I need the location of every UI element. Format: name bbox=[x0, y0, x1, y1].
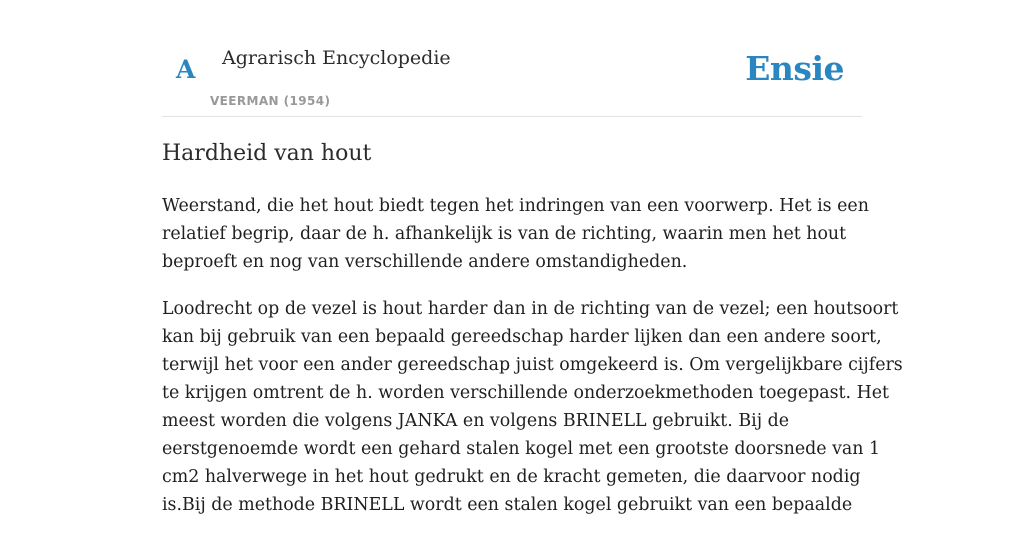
paragraph-line: meest worden die volgens JANKA en volgens BRINELL gebruikt. Bij de bbox=[162, 411, 790, 431]
paragraph-line: beproeft en nog van verschillende andere omstandigheden. bbox=[162, 252, 688, 272]
author-label: VEERMAN (1954) bbox=[210, 94, 331, 108]
paragraph-line: is.Bij de methode BRINELL wordt een stalen kogel gebruikt van een bepaalde bbox=[162, 495, 853, 515]
article-body bbox=[162, 192, 903, 538]
work-header bbox=[162, 0, 862, 117]
paragraph-line: kan bij gebruik van een bepaald gereedschap harder lijken dan een andere soort, bbox=[162, 327, 882, 347]
work-letter-icon[interactable]: A bbox=[176, 55, 196, 84]
paragraph-line: Loodrecht op de vezel is hout harder dan in de richting van de vezel; een houtsoort bbox=[162, 299, 899, 319]
paragraph-line: te krijgen omtrent de h. worden verschillende onderzoekmethoden toegepast. Het bbox=[162, 383, 890, 403]
paragraph-line: terwijl het voor een ander gereedschap juist omgekeerd is. Om vergelijkbare cijfers bbox=[162, 355, 903, 375]
article-title: Hardheid van hout bbox=[162, 141, 372, 166]
ensie-logo[interactable]: Ensie bbox=[745, 49, 844, 88]
page bbox=[162, 0, 903, 515]
paragraph-line: Weerstand, die het hout biedt tegen het indringen van een voorwerp. Het is een bbox=[162, 196, 869, 216]
paragraph-2 bbox=[162, 295, 903, 519]
work-title-link[interactable]: Agrarisch Encyclopedie bbox=[222, 47, 451, 69]
paragraph-line: eerstgenoemde wordt een gehard stalen kogel met een grootste doorsnede van 1 bbox=[162, 439, 881, 459]
paragraph-1 bbox=[162, 192, 869, 276]
paragraph-line: relatief begrip, daar de h. afhankelijk is van de richting, waarin men het hout bbox=[162, 224, 847, 244]
paragraph-line: cm2 halverwege in het hout gedrukt en de kracht gemeten, die daarvoor nodig bbox=[162, 467, 861, 487]
